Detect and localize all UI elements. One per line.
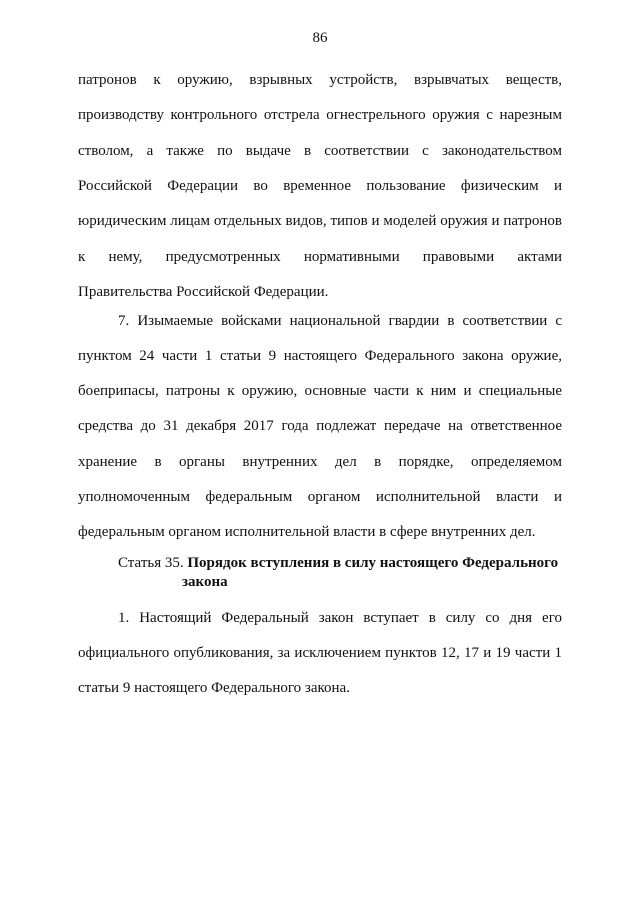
text-line: средства до 31 декабря 2017 года подлежат передаче на ответственное: [78, 418, 562, 434]
text-line: к нему, предусмотренных нормативными правовыми актами: [78, 249, 562, 265]
article-title-continued: закона: [182, 574, 228, 590]
text-line: уполномоченным федеральным органом исполнительной власти и: [78, 489, 562, 505]
text-line: хранение в органы внутренних дел в порядке, определяемом: [78, 454, 562, 470]
text-line: боеприпасы, патроны к оружию, основные части к ним и специальные: [78, 383, 562, 399]
text-line: патронов к оружию, взрывных устройств, взрывчатых веществ,: [78, 72, 562, 88]
article-title: Порядок вступления в силу настоящего Федерального: [187, 555, 559, 571]
article-prefix: Статья 35.: [118, 555, 184, 571]
article-heading: [118, 554, 562, 592]
text-line: пунктом 24 части 1 статьи 9 настоящего Федерального закона оружие,: [78, 348, 562, 364]
page-number: 86: [312, 30, 328, 46]
text-line: 1. Настоящий Федеральный закон вступает в силу со дня его: [118, 610, 562, 626]
text-line: Российской Федерации во временное пользование физическим и: [78, 178, 562, 194]
text-line: стволом, а также по выдаче в соответствии с законодательством: [78, 143, 562, 159]
text-line: производству контрольного отстрела огнестрельного оружия с нарезным: [78, 107, 562, 123]
text-line: Правительства Российской Федерации.: [78, 284, 329, 300]
text-line: юридическим лицам отдельных видов, типов и моделей оружия и патронов: [78, 213, 562, 229]
text-line: 7. Изымаемые войсками национальной гвардии в соответствии с: [118, 313, 562, 329]
text-line: федеральным органом исполнительной власти в сфере внутренних дел.: [78, 524, 536, 540]
text-line: официального опубликования, за исключением пунктов 12, 17 и 19 части 1: [78, 645, 562, 661]
text-line: статьи 9 настоящего Федерального закона.: [78, 680, 350, 696]
